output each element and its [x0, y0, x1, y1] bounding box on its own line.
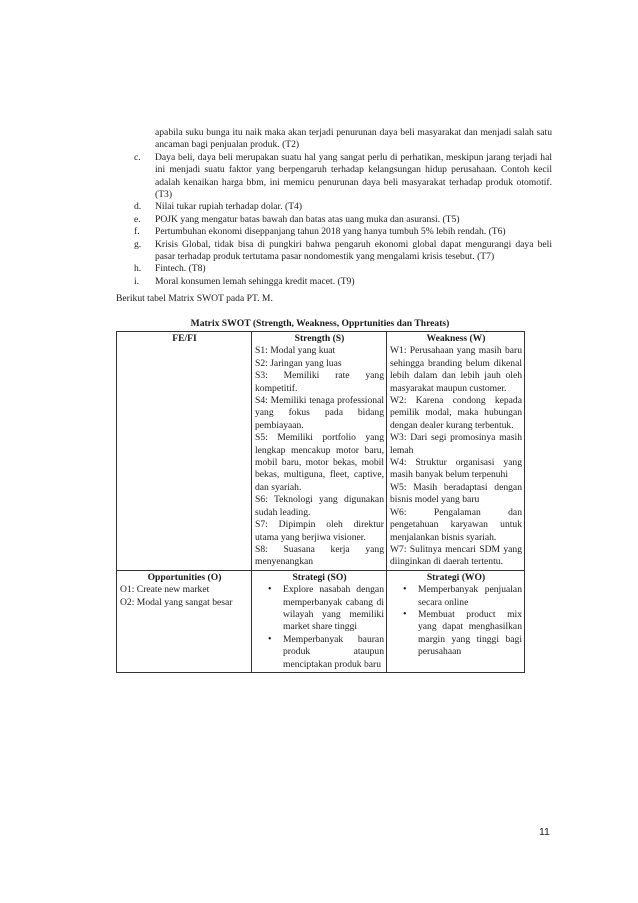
list-item-c: c. Daya beli, daya beli merupakan suatu hal yang sangat perlu di perhatikan, meskipun jarang terjadi hal ini menjadi suatu faktor yang berpengaruh terhadap kelangsungan hidup perusahaan. Contoh kecil adalah kenaikan harga bbm, ini memicu penurunan daya beli masyarakat terhadap produk otomotif. (T3): [134, 151, 552, 201]
swot-matrix-table: [116, 331, 525, 673]
header-opportunities: Opportunities (O): [147, 571, 222, 583]
header-strategy-wo: Strategi (WO): [426, 571, 486, 583]
list-item-g: g. Krisis Global, tidak bisa di pungkiri bahwa pengaruh ekonomi global dapat mengurangi daya beli pasar terhadap produk tertutama pasar nondomestik yang mengalami krisis tesebut. (T7): [134, 238, 552, 263]
weakness-item: W2: Karena condong kepada pemilik modal, maka hubungan dengan dealer kurang terbentuk.: [390, 395, 522, 431]
strength-item: S7: Dipimpin oleh direktur utama yang berjiwa visioner.: [255, 519, 384, 543]
table-row: [117, 332, 525, 571]
header-strategy-so: Strategi (SO): [292, 571, 347, 583]
so-list: [255, 584, 384, 671]
strength-item: S4: Memiliki tenaga professional yang fokus pada bidang pembiayaan.: [255, 395, 384, 431]
list-item: • Memperbanyak penjualan secara online: [418, 584, 522, 609]
header-fefi: FE/FI: [117, 332, 252, 571]
table-row: [117, 570, 525, 672]
strength-cell: [252, 332, 387, 571]
weakness-cell: [387, 332, 525, 571]
wo-list: [390, 584, 522, 658]
header-weakness: Weakness (W): [426, 333, 486, 344]
threat-list: [134, 127, 552, 288]
table-caption: Matrix SWOT (Strength, Weakness, Opprtunities dan Threats): [190, 318, 450, 329]
weakness-item: W5: Masih beradaptasi dengan bisnis model yang baru: [390, 481, 522, 506]
strength-item: S6: Teknologi yang digunakan sudah leading.: [255, 494, 384, 518]
strength-item: S3: Memiliki rate yang kompetitif.: [255, 370, 384, 394]
strategy-so-cell: [252, 570, 387, 672]
list-item-b-continuation: apabila suku bunga itu naik maka akan terjadi penurunan daya beli masyarakat dan menjadi salah satu ancaman bagi penjualan produk. (T2): [155, 127, 552, 151]
list-item-d: d. Nilai tukar rupiah terhadap dolar. (T4): [134, 201, 303, 213]
opportunity-item: O1: Create new market: [120, 584, 210, 596]
list-item-e: e. POJK yang mengatur batas bawah dan batas atas uang muka dan asuransi. (T5): [134, 213, 460, 225]
weakness-item: W6: Pengalaman dan pengetahuan karyawan untuk menjalankan bisnis syariah.: [390, 506, 522, 543]
weakness-item: W7: Sulitnya mencari SDM yang diinginkan di daerah tertentu.: [390, 543, 522, 568]
strength-item: S5: Memiliki portfolio yang lengkap mencakup motor baru, mobil baru, motor bekas, mobil bekas, multiguna, fleet, captive, dan syariah.: [255, 432, 384, 493]
list-item-h: h. Fintech. (T8): [134, 263, 206, 275]
strength-item: S8: Suasana kerja yang menyenangkan: [255, 543, 384, 568]
weakness-item: W3: Dari segi promosinya masih lemah: [390, 432, 522, 456]
header-strength: Strength (S): [294, 333, 345, 344]
strength-item: S2: Jaringan yang luas: [255, 357, 342, 369]
list-item-i: i. Moral konsumen lemah sehingga kredit macet. (T9): [134, 275, 355, 287]
opportunity-item: O2: Modal yang sangat besar: [120, 596, 233, 608]
weakness-item: W4: Struktur organisasi yang masih banyak belum terpenuhi: [390, 457, 522, 481]
list-item: • Membuat product mix yang dapat menghasilkan margin yang tinggi bagi perusahaan: [418, 609, 522, 659]
list-item: • Memperbanyak bauran produk ataupun menciptakan produk baru: [283, 634, 384, 671]
list-item: • Explore nasabah dengan memperbanyak cabang di wilayah yang memiliki market share tinggi: [283, 584, 384, 634]
strategy-wo-cell: [387, 570, 525, 672]
page-number: 11: [539, 826, 550, 838]
list-item-f: f. Pertumbuhan ekonomi diseppanjang tahun 2018 yang hanya tumbuh 5% lebih rendah. (T6): [134, 226, 506, 238]
opportunities-cell: [117, 570, 252, 672]
intro-text: Berikut tabel Matrix SWOT pada PT. M.: [116, 293, 273, 304]
weakness-item: W1: Perusahaan yang masih baru sehingga branding belum dikenal lebih dalam dan lebih jauh oleh masyarakat maupun customer.: [390, 345, 522, 394]
strength-item: S1: Modal yang kuat: [255, 345, 336, 357]
